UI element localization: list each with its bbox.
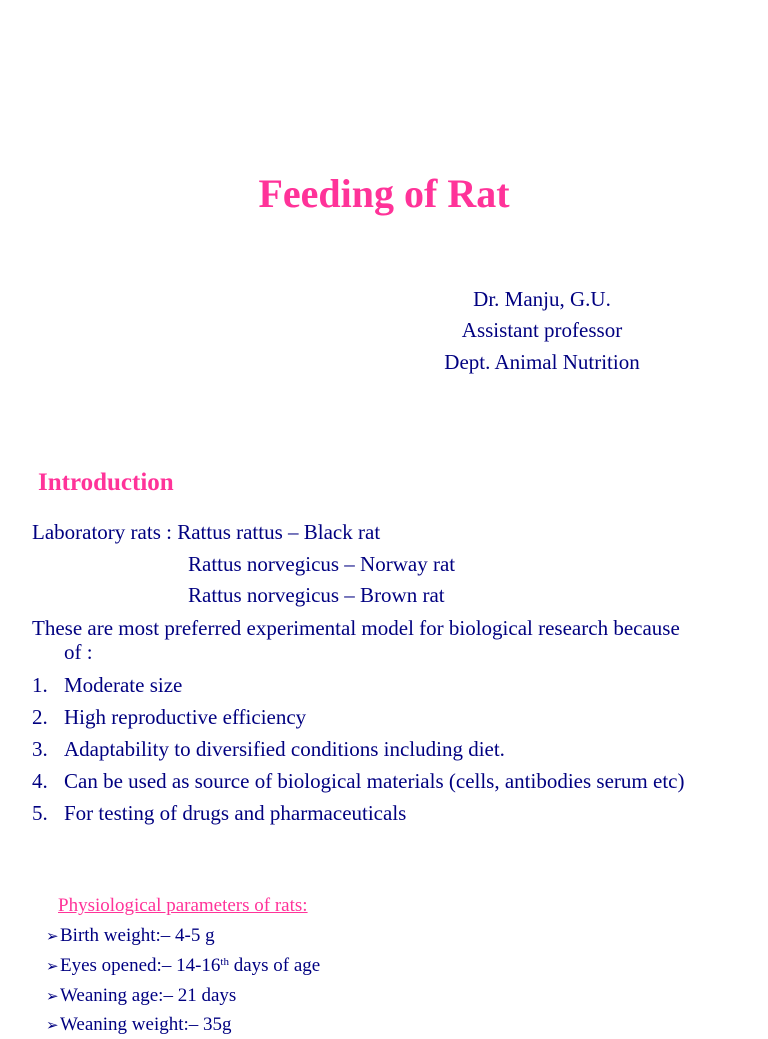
param-weaning-weight: [46, 1012, 232, 1039]
list-number: 5.: [32, 801, 48, 825]
list-item: For testing of drugs and pharmaceuticals: [64, 801, 407, 825]
list-item: Can be used as source of biological materials (cells, antibodies serum etc): [64, 769, 685, 793]
lab-rats-line-2: Rattus norvegicus – Norway rat: [188, 552, 456, 576]
author-position: Assistant professor: [461, 318, 623, 342]
list-item: Moderate size: [64, 673, 183, 697]
author-department: Dept. Animal Nutrition: [444, 350, 640, 374]
list-item: Adaptability to diversified conditions including diet.: [64, 737, 505, 761]
preferred-text-line-2: of :: [64, 640, 93, 664]
param-text: Weaning weight:– 35g: [60, 1014, 232, 1035]
param-text: Birth weight:– 4-5 g: [60, 925, 215, 946]
arrow-bullet-icon: ➢: [46, 1018, 59, 1034]
arrow-bullet-icon: ➢: [46, 959, 59, 975]
param-eyes-opened: [46, 953, 320, 980]
param-text: Eyes opened:– 14-16: [60, 955, 221, 976]
arrow-bullet-icon: ➢: [46, 929, 59, 945]
param-text: days of age: [228, 955, 321, 976]
preferred-text-line-1: These are most preferred experimental model for biological research because: [32, 616, 680, 640]
list-number: 2.: [32, 705, 48, 729]
list-number: 4.: [32, 769, 48, 793]
param-text: Weaning age:– 21 days: [60, 985, 237, 1006]
arrow-bullet-icon: ➢: [46, 989, 59, 1005]
physiological-heading: Physiological parameters of rats:: [58, 895, 308, 916]
lab-rats-line-3: Rattus norvegicus – Brown rat: [188, 583, 445, 607]
slide-title: Feeding of Rat: [258, 171, 510, 216]
list-item: High reproductive efficiency: [64, 705, 307, 729]
list-number: 1.: [32, 673, 48, 697]
param-birth-weight: [46, 923, 215, 950]
list-number: 3.: [32, 737, 48, 761]
param-weaning-age: [46, 983, 236, 1010]
lab-rats-line-1: Laboratory rats : Rattus rattus – Black rat: [32, 520, 381, 544]
ordinal-suffix: th: [220, 956, 229, 968]
author-name: Dr. Manju, G.U.: [473, 287, 611, 311]
introduction-heading: Introduction: [38, 469, 174, 496]
